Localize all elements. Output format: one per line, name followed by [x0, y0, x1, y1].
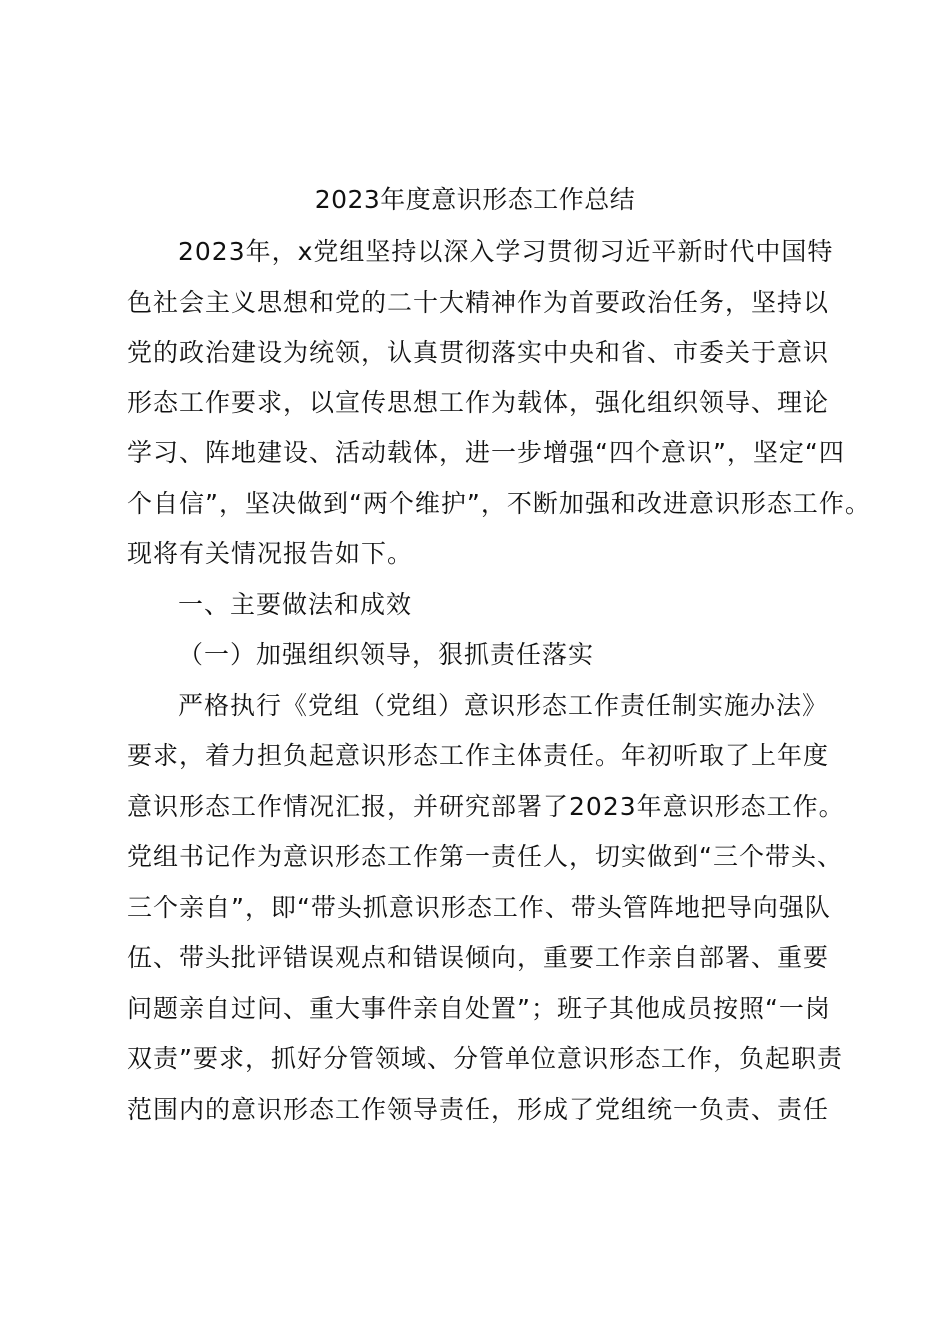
subsection-heading: （一）加强组织领导，狠抓责任落实 [178, 640, 595, 669]
paragraph-line: 2023年，x党组坚持以深入学习贯彻习近平新时代中国特 [178, 237, 834, 266]
paragraph-line: 范围内的意识形态工作领导责任，形成了党组统一负责、责任 [127, 1095, 830, 1124]
paragraph-line: 严格执行《党组（党组）意识形态工作责任制实施办法》 [178, 691, 829, 720]
paragraph-line: 伍、带头批评错误观点和错误倾向，重要工作亲自部署、重要 [127, 943, 830, 972]
paragraph-line: 个自信”，坚决做到“两个维护”，不断加强和改进意识形态工作。 [127, 489, 871, 518]
paragraph-line: 现将有关情况报告如下。 [127, 539, 414, 568]
paragraph-line: 学习、阵地建设、活动载体，进一步增强“四个意识”，坚定“四 [127, 438, 845, 467]
document-title: 2023年度意识形态工作总结 [314, 185, 636, 214]
paragraph-line: 问题亲自过问、重大事件亲自处置”；班子其他成员按照“一岗 [127, 994, 831, 1023]
paragraph-line: 意识形态工作情况汇报，并研究部署了2023年意识形态工作。 [127, 792, 845, 821]
paragraph-line: 色社会主义思想和党的二十大精神作为首要政治任务，坚持以 [127, 288, 830, 317]
paragraph-line: 形态工作要求，以宣传思想工作为载体，强化组织领导、理论 [127, 388, 830, 417]
paragraph-line: 党组书记作为意识形态工作第一责任人，切实做到“三个带头、 [127, 842, 843, 871]
section-heading: 一、主要做法和成效 [178, 590, 413, 619]
paragraph-line: 三个亲自”，即“带头抓意识形态工作、带头管阵地把导向强队 [127, 893, 831, 922]
paragraph-line: 要求，着力担负起意识形态工作主体责任。年初听取了上年度 [127, 741, 830, 770]
paragraph-line: 双责”要求，抓好分管领域、分管单位意识形态工作，负起职责 [127, 1044, 843, 1073]
paragraph-line: 党的政治建设为统领，认真贯彻落实中央和省、市委关于意识 [127, 338, 830, 367]
